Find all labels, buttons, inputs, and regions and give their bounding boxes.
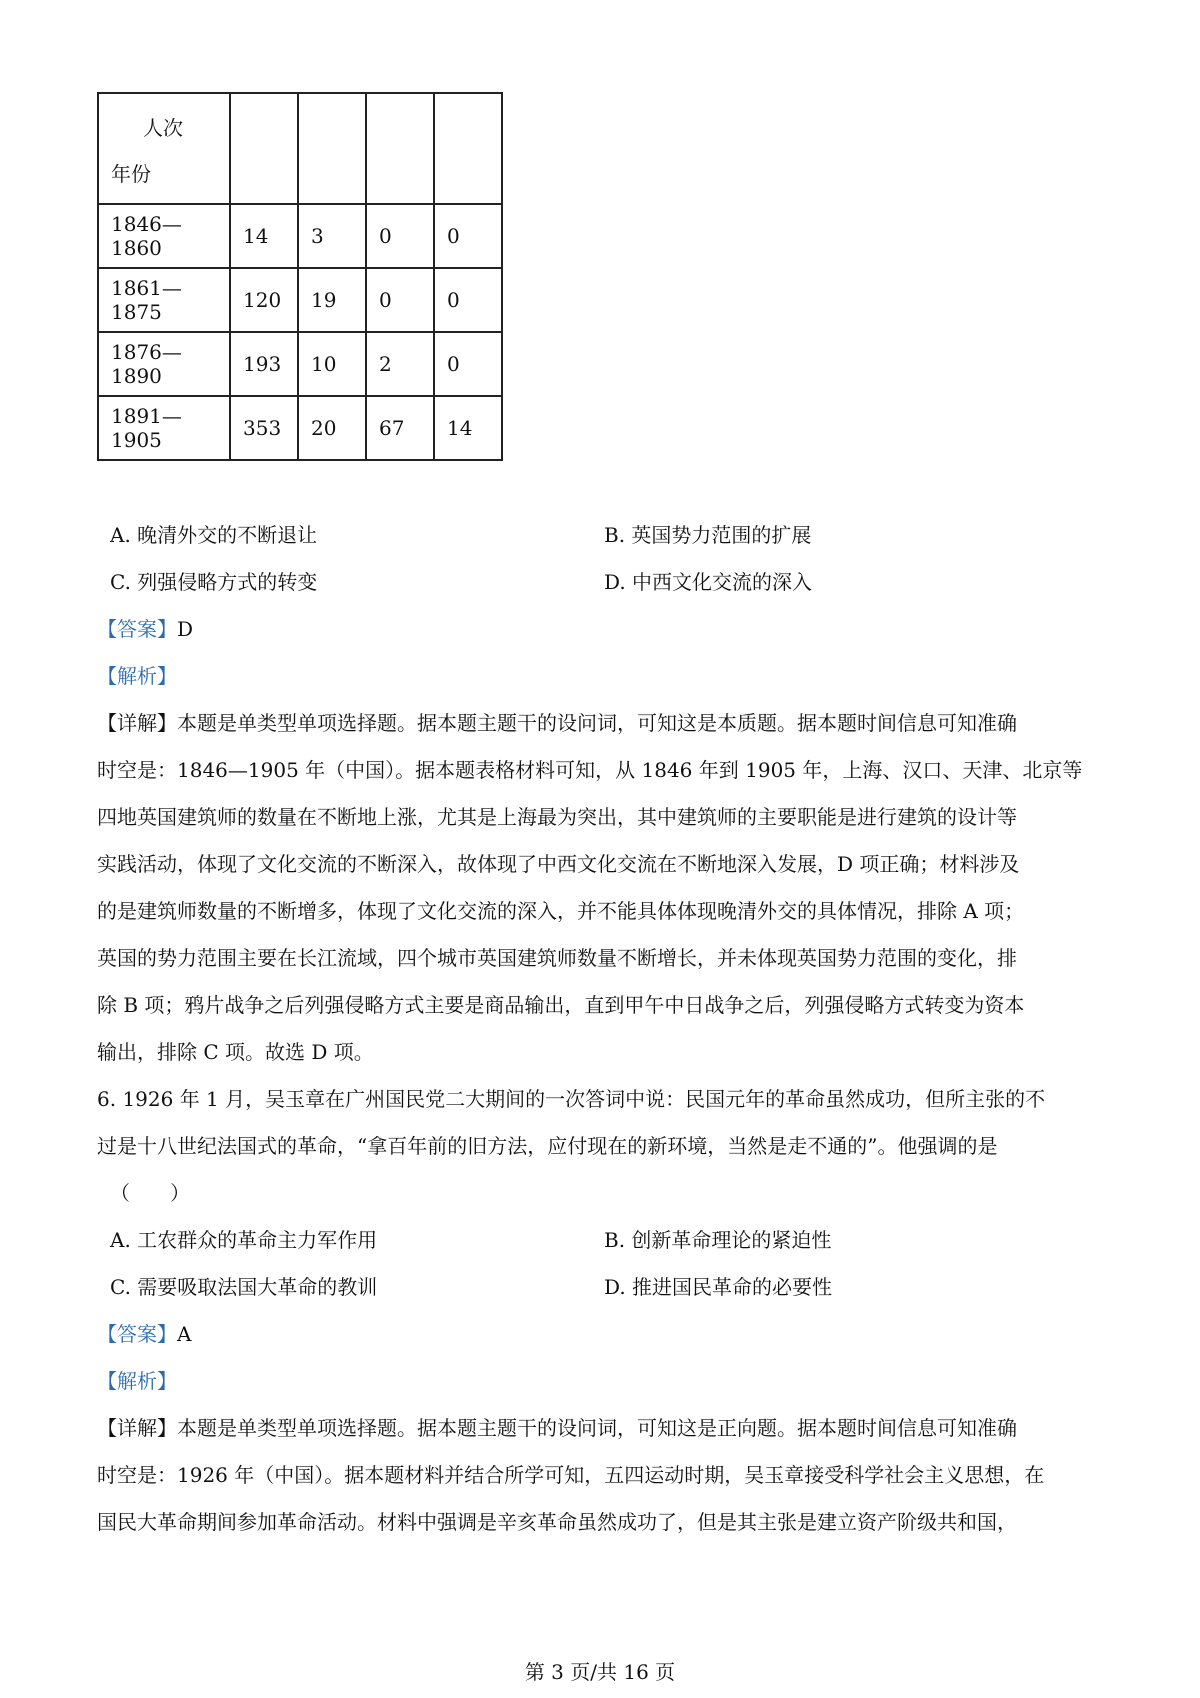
table-row — [98, 204, 502, 268]
q5-option-a: A. 晚清外交的不断退让 — [110, 523, 318, 547]
page-number-footer: 第 3 页/共 16 页 — [524, 1660, 676, 1684]
q6-answer-blank: （ ） — [110, 1181, 190, 1205]
table-row — [98, 332, 502, 396]
table-cell: 353 — [230, 396, 298, 460]
header-cell-empty — [366, 93, 434, 204]
q6-option-b: B. 创新革命理论的紧迫性 — [604, 1228, 832, 1252]
q6-detail-line — [97, 1416, 1107, 1440]
answer-value: A — [177, 1322, 192, 1346]
table-cell: 14 — [230, 204, 298, 268]
header-label-count: 人次 — [143, 116, 183, 140]
table-cell: 14 — [434, 396, 502, 460]
answer-tag: 【答案】 — [97, 1322, 177, 1346]
analysis-tag: 【解析】 — [97, 1369, 177, 1393]
q5-option-d: D. 中西文化交流的深入 — [604, 570, 813, 594]
q5-detail-line: 除 B 项；鸦片战争之后列强侵略方式主要是商品输出，直到甲午中日战争之后，列强侵略方式转变为资本 — [97, 993, 1025, 1017]
table-row — [98, 396, 502, 460]
q5-option-b: B. 英国势力范围的扩展 — [604, 523, 812, 547]
header-label-year: 年份 — [111, 162, 151, 186]
table-cell: 0 — [434, 332, 502, 396]
table-cell: 67 — [366, 396, 434, 460]
detail-tag: 【详解】 — [97, 711, 177, 735]
table-cell: 2 — [366, 332, 434, 396]
table-cell: 20 — [298, 396, 366, 460]
q5-detail-line — [97, 711, 1107, 735]
q5-analysis-heading — [97, 664, 1107, 688]
detail-text: 本题是单类型单项选择题。据本题主题干的设问词，可知这是本质题。据本题时间信息可知准确 — [177, 711, 1017, 735]
q6-option-a: A. 工农群众的革命主力军作用 — [110, 1228, 378, 1252]
q6-detail-line: 国民大革命期间参加革命活动。材料中强调是辛亥革命虽然成功了，但是其主张是建立资产阶级共和国， — [97, 1510, 1017, 1534]
table-cell: 0 — [434, 268, 502, 332]
table-cell: 19 — [298, 268, 366, 332]
q5-detail-line: 英国的势力范围主要在长江流域，四个城市英国建筑师数量不断增长，并未体现英国势力范围的变化，排 — [97, 946, 1017, 970]
diagonal-header-cell — [98, 93, 230, 204]
analysis-tag: 【解析】 — [97, 664, 177, 688]
table-cell: 0 — [366, 204, 434, 268]
answer-tag: 【答案】 — [97, 617, 177, 641]
header-cell-empty — [298, 93, 366, 204]
q6-option-d: D. 推进国民革命的必要性 — [604, 1275, 833, 1299]
table-cell: 1891—1905 — [98, 396, 230, 460]
q6-answer — [97, 1322, 1107, 1346]
table-cell: 120 — [230, 268, 298, 332]
table-cell: 193 — [230, 332, 298, 396]
table-cell: 3 — [298, 204, 366, 268]
table-cell: 1861—1875 — [98, 268, 230, 332]
q5-answer — [97, 617, 1107, 641]
q6-stem-line: 6. 1926 年 1 月，吴玉章在广州国民党二大期间的一次答词中说：民国元年的革命虽然成功，但所主张的不 — [97, 1087, 1046, 1111]
table-cell: 10 — [298, 332, 366, 396]
q6-stem-line: 过是十八世纪法国式的革命，“拿百年前的旧方法，应付现在的新环境，当然是走不通的”。他强调的是 — [97, 1134, 998, 1158]
detail-tag: 【详解】 — [97, 1416, 177, 1440]
header-cell-empty — [230, 93, 298, 204]
q5-detail-line: 的是建筑师数量的不断增多，体现了文化交流的深入，并不能具体体现晚清外交的具体情况，排除 A 项； — [97, 899, 1025, 923]
q5-detail-line: 实践活动，体现了文化交流的不断深入，故体现了中西文化交流在不断地深入发展，D 项正确；材料涉及 — [97, 852, 1020, 876]
q5-detail-line: 四地英国建筑师的数量在不断地上涨，尤其是上海最为突出，其中建筑师的主要职能是进行建筑的设计等 — [97, 805, 1017, 829]
header-cell-empty — [434, 93, 502, 204]
detail-text: 本题是单类型单项选择题。据本题主题干的设问词，可知这是正向题。据本题时间信息可知准确 — [177, 1416, 1017, 1440]
table-cell: 1846—1860 — [98, 204, 230, 268]
q6-analysis-heading — [97, 1369, 1107, 1393]
q5-option-c: C. 列强侵略方式的转变 — [110, 570, 318, 594]
q6-option-c: C. 需要吸取法国大革命的教训 — [110, 1275, 378, 1299]
table-cell: 0 — [366, 268, 434, 332]
table-cell: 0 — [434, 204, 502, 268]
table-row — [98, 268, 502, 332]
table-cell: 1876—1890 — [98, 332, 230, 396]
q6-detail-line: 时空是：1926 年（中国）。据本题材料并结合所学可知，五四运动时期，吴玉章接受科学社会主义思想，在 — [97, 1463, 1045, 1487]
architect-count-table — [97, 92, 503, 461]
q5-detail-line: 时空是：1846—1905 年（中国）。据本题表格材料可知，从 1846 年到 1905 年，上海、汉口、天津、北京等 — [97, 758, 1083, 782]
q5-detail-line: 输出，排除 C 项。故选 D 项。 — [97, 1040, 374, 1064]
table-header-row — [98, 93, 502, 204]
answer-value: D — [177, 617, 194, 641]
